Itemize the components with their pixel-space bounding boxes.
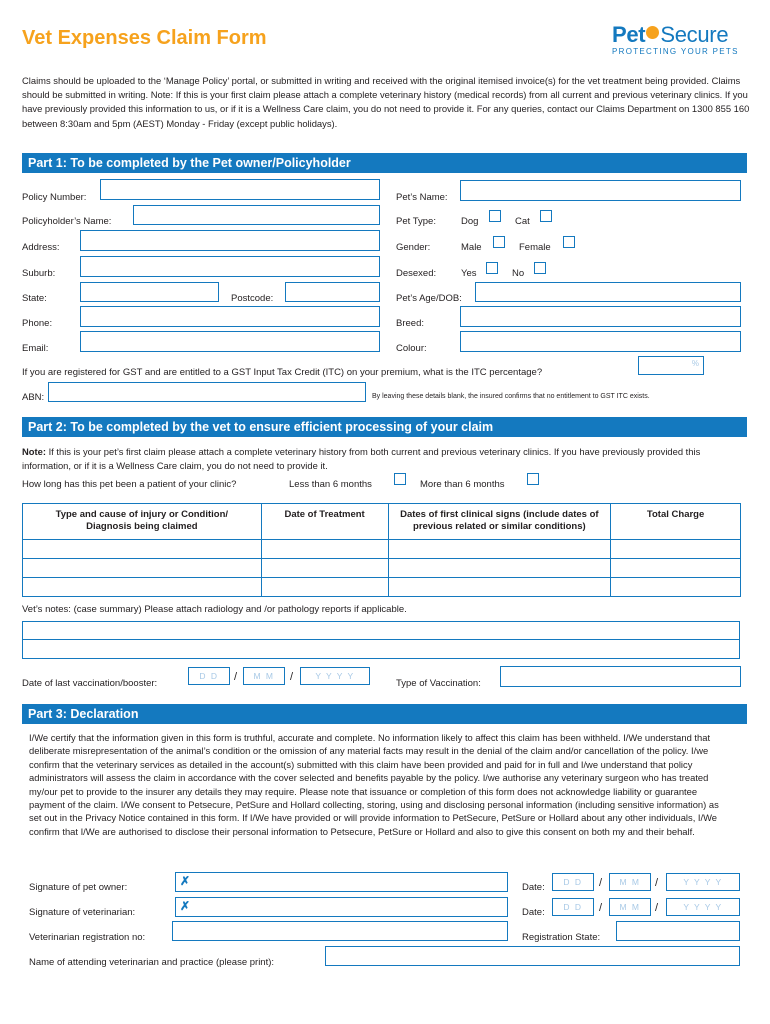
desexed-label: Desexed: <box>396 268 437 279</box>
table-row <box>23 559 741 578</box>
table-header-row <box>23 504 741 540</box>
part1-heading: Part 1: To be completed by the Pet owner/Policyholder <box>22 153 747 173</box>
email-input[interactable] <box>80 331 380 352</box>
female-label: Female <box>519 242 551 253</box>
vets-notes-label: Vet’s notes: (case summary) Please attach radiology and /or pathology reports if applicable. <box>22 604 407 615</box>
how-long-label: How long has this pet been a patient of your clinic? <box>22 479 237 490</box>
vaccination-day-input[interactable]: D D <box>188 667 230 685</box>
cat-label: Cat <box>515 216 530 227</box>
phone-input[interactable] <box>80 306 380 327</box>
expenses-table <box>22 503 741 597</box>
table-cell[interactable] <box>23 540 262 559</box>
policyholder-name-input[interactable] <box>133 205 380 225</box>
table-cell[interactable] <box>261 578 388 597</box>
date-separator: / <box>599 902 603 914</box>
intro-text: Claims should be uploaded to the ‘Manage Policy’ portal, or submitted in writing and received with the original itemised invoice(s) for the vet treatment being provided. Claims should be submitted in writing. Note: If this is your first claim please attach a complete veterinary history (medical records) from all current and previous veterinary clinics. If you have previously provided this information to us, or if it is a Wellness Care claim, you do not need to provide it. For any queries, contact our Claims Department on 1300 855 160 between 8:30am and 5pm (AEST) Monday - Friday (except public holidays). <box>22 75 750 129</box>
signature-vet-input[interactable]: ✗ <box>175 897 508 917</box>
postcode-label: Postcode: <box>231 293 274 304</box>
signature-owner-input[interactable]: ✗ <box>175 872 508 892</box>
table-cell[interactable] <box>388 540 611 559</box>
table-cell[interactable] <box>261 559 388 578</box>
registration-state-label: Registration State: <box>522 932 601 943</box>
table-cell[interactable] <box>611 540 741 559</box>
date-separator: / <box>655 877 659 889</box>
table-cell[interactable] <box>611 578 741 597</box>
phone-label: Phone: <box>22 318 53 329</box>
desexed-yes-checkbox[interactable] <box>486 262 498 274</box>
table-cell[interactable] <box>23 559 262 578</box>
pet-age-label: Pet’s Age/DOB: <box>396 293 462 304</box>
address-label: Address: <box>22 242 60 253</box>
declaration-text: I/We certify that the information given in this form is truthful, accurate and complete. No information likely to affect this claim has been withheld. I/We understand that deliberate misrepresentation of the animal’s condition or the omission of any material facts may result in the denial of the claim and/or cancellation of the policy. I/we confirm that the veterinary services as detailed in the account(s) submitted with this claim have been provided and paid for in full and I/we understand that policy administrators will assess the claim in accordance with the cover selected and benefits payable by the policy. I/we authorise any veterinary surgeon who has treated my/our pet to provide to the insurer any details they may require. Please note that issuance or completion of this form does not acknowledge liability or guarantee payment of the claim. I/We consent to Petsecure, PetSure and Hollard collecting, storing, using and disclosing personal information (including sensitive information) as set out in the Privacy Notice contained in this form. If I/We have provided or will provide information to PetSecure, PetSure or Hollard about any other individuals, I/We confirm that I/We are authorised to disclose their personal information to Petsecure, PetSure or Hollard and also to give this consent on both my and their behalf. <box>29 732 719 837</box>
suburb-input[interactable] <box>80 256 380 277</box>
type-vaccination-input[interactable] <box>500 666 741 687</box>
abn-label: ABN: <box>22 392 45 403</box>
vet-registration-input[interactable] <box>172 921 508 941</box>
petsecure-logo <box>612 22 744 56</box>
yes-label: Yes <box>461 268 477 279</box>
male-checkbox[interactable] <box>493 236 505 248</box>
colour-label: Colour: <box>396 343 427 354</box>
breed-input[interactable] <box>460 306 741 327</box>
date-separator: / <box>655 902 659 914</box>
vet-date-month[interactable]: M M <box>609 898 651 916</box>
vaccination-month-input[interactable]: M M <box>243 667 285 685</box>
colour-input[interactable] <box>460 331 741 352</box>
policy-number-input[interactable] <box>100 179 380 200</box>
registration-state-input[interactable] <box>616 921 740 941</box>
logo-text-rest: Secure <box>660 22 729 47</box>
signature-vet-label: Signature of veterinarian: <box>29 907 136 918</box>
pet-age-input[interactable] <box>475 282 741 302</box>
vaccination-year-input[interactable]: Y Y Y Y <box>300 667 370 685</box>
table-cell[interactable] <box>611 559 741 578</box>
form-title: Vet Expenses Claim Form <box>22 27 267 49</box>
table-cell[interactable] <box>388 559 611 578</box>
suburb-label: Suburb: <box>22 268 56 279</box>
abn-note: By leaving these details blank, the insured confirms that no entitlement to GST ITC exists. <box>372 393 650 400</box>
vet-name-input[interactable] <box>325 946 740 966</box>
vet-registration-label: Veterinarian registration no: <box>29 932 146 943</box>
vet-date-year[interactable]: Y Y Y Y <box>666 898 740 916</box>
paw-icon <box>646 26 659 39</box>
part2-heading: Part 2: To be completed by the vet to ensure efficient processing of your claim <box>22 417 747 437</box>
vet-name-label: Name of attending veterinarian and practice (please print): <box>29 957 275 968</box>
part2-note <box>22 445 750 473</box>
policy-number-label: Policy Number: <box>22 192 87 203</box>
more-6-checkbox[interactable] <box>527 473 539 485</box>
owner-date-label: Date: <box>522 882 545 893</box>
less-6-label: Less than 6 months <box>289 479 372 490</box>
dog-checkbox[interactable] <box>489 210 501 222</box>
vets-notes-line-2[interactable] <box>22 640 740 659</box>
date-separator: / <box>234 671 238 683</box>
vets-notes-line-1[interactable] <box>22 621 740 640</box>
more-6-label: More than 6 months <box>420 479 505 490</box>
address-input[interactable] <box>80 230 380 251</box>
female-checkbox[interactable] <box>563 236 575 248</box>
vet-date-label: Date: <box>522 907 545 918</box>
dog-label: Dog <box>461 216 479 227</box>
header-condition: Type and cause of injury or Condition/ Diagnosis being claimed <box>23 504 262 540</box>
table-cell[interactable] <box>388 578 611 597</box>
state-label: State: <box>22 293 47 304</box>
type-vaccination-label: Type of Vaccination: <box>396 678 481 689</box>
male-label: Male <box>461 242 482 253</box>
gender-label: Gender: <box>396 242 431 253</box>
logo-text-bold: Pet <box>612 22 646 47</box>
owner-date-year[interactable]: Y Y Y Y <box>666 873 740 891</box>
email-label: Email: <box>22 343 49 354</box>
desexed-no-checkbox[interactable] <box>534 262 546 274</box>
postcode-input[interactable] <box>285 282 380 302</box>
abn-input[interactable] <box>48 382 366 402</box>
logo-tagline: PROTECTING YOUR PETS <box>612 47 739 56</box>
vet-date-day[interactable]: D D <box>552 898 594 916</box>
header-first-signs: Dates of first clinical signs (include dates of previous related or similar conditions) <box>388 504 611 540</box>
part3-heading: Part 3: Declaration <box>22 704 747 724</box>
table-row <box>23 540 741 559</box>
itc-percentage-input[interactable]: % <box>638 356 704 375</box>
no-label: No <box>512 268 525 279</box>
breed-label: Breed: <box>396 318 424 329</box>
header-date-treatment: Date of Treatment <box>261 504 388 540</box>
policyholder-name-label: Policyholder’s Name: <box>22 216 112 227</box>
owner-date-month[interactable]: M M <box>609 873 651 891</box>
header-total-charge: Total Charge <box>611 504 741 540</box>
table-cell[interactable] <box>23 578 262 597</box>
last-vaccination-label: Date of last vaccination/booster: <box>22 678 158 689</box>
note-text: If this is your pet’s first claim please attach a complete veterinary history from both current and previous veterinary clinics. If you have previously provided this information, or if it is a Wellness Care claim, you do not need to provide it. <box>22 446 701 471</box>
date-separator: / <box>290 671 294 683</box>
pet-name-label: Pet’s Name: <box>396 192 448 203</box>
table-row <box>23 578 741 597</box>
state-input[interactable] <box>80 282 219 302</box>
table-cell[interactable] <box>261 540 388 559</box>
gst-question: If you are registered for GST and are entitled to a GST Input Tax Credit (ITC) on your premium, what is the ITC percentage? <box>22 367 543 378</box>
note-bold: Note: <box>22 446 46 457</box>
pet-name-input[interactable] <box>460 180 741 201</box>
pet-type-label: Pet Type: <box>396 216 436 227</box>
date-separator: / <box>599 877 603 889</box>
signature-owner-label: Signature of pet owner: <box>29 882 128 893</box>
less-6-checkbox[interactable] <box>394 473 406 485</box>
owner-date-day[interactable]: D D <box>552 873 594 891</box>
cat-checkbox[interactable] <box>540 210 552 222</box>
